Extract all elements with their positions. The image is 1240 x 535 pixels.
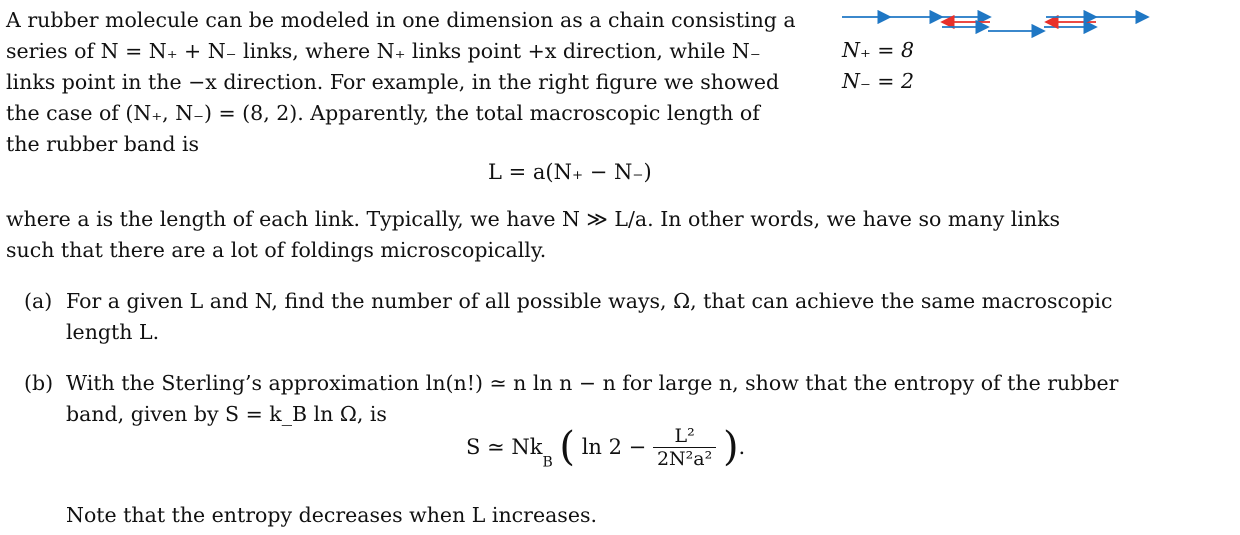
part-b-label: (b) <box>24 371 54 395</box>
length-equation: L = a(N₊ − N₋) <box>488 160 652 184</box>
note-text: Note that the entropy decreases when L increases. <box>66 503 597 527</box>
chain-figure <box>838 6 1158 38</box>
part-b-line-2: band, given by S = k_B ln Ω, is <box>66 402 387 426</box>
entropy-lhs: S ≃ Nk <box>466 435 543 459</box>
n-minus-label: N₋ = 2 <box>842 69 915 93</box>
intro-line-2: series of N = N₊ + N₋ links, where N₊ links point +x direction, while N₋ <box>6 39 761 63</box>
left-paren: ( <box>559 424 576 470</box>
entropy-equation <box>466 424 745 471</box>
fraction-numerator: L² <box>674 424 695 447</box>
where-line-1: where a is the length of each link. Typically, we have N ≫ L/a. In other words, we have so many links <box>6 207 1061 231</box>
intro-line-4: the case of (N₊, N₋) = (8, 2). Apparently, the total macroscopic length of <box>6 101 760 125</box>
fraction-denominator: 2N²a² <box>653 447 716 470</box>
intro-line-5: the rubber band is <box>6 132 200 156</box>
entropy-inner: ln 2 − <box>581 435 647 459</box>
part-a-label: (a) <box>24 289 53 313</box>
entropy-end: . <box>738 435 746 459</box>
part-b-line-1: With the Sterling’s approximation ln(n!) ≃ n ln n − n for large n, show that the entropy of the rubber <box>66 371 1119 395</box>
entropy-fraction <box>653 425 716 470</box>
where-line-2: such that there are a lot of foldings microscopically. <box>6 238 547 262</box>
intro-line-3: links point in the −x direction. For example, in the right figure we showed <box>6 70 780 94</box>
n-plus-label: N₊ = 8 <box>842 38 915 62</box>
entropy-sub: B <box>542 454 553 471</box>
intro-line-1: A rubber molecule can be modeled in one dimension as a chain consisting a <box>6 8 796 32</box>
right-paren: ) <box>722 424 739 470</box>
part-a-line-1: For a given L and N, find the number of all possible ways, Ω, that can achieve the same macroscopic <box>66 289 1113 313</box>
part-a-line-2: length L. <box>66 320 160 344</box>
